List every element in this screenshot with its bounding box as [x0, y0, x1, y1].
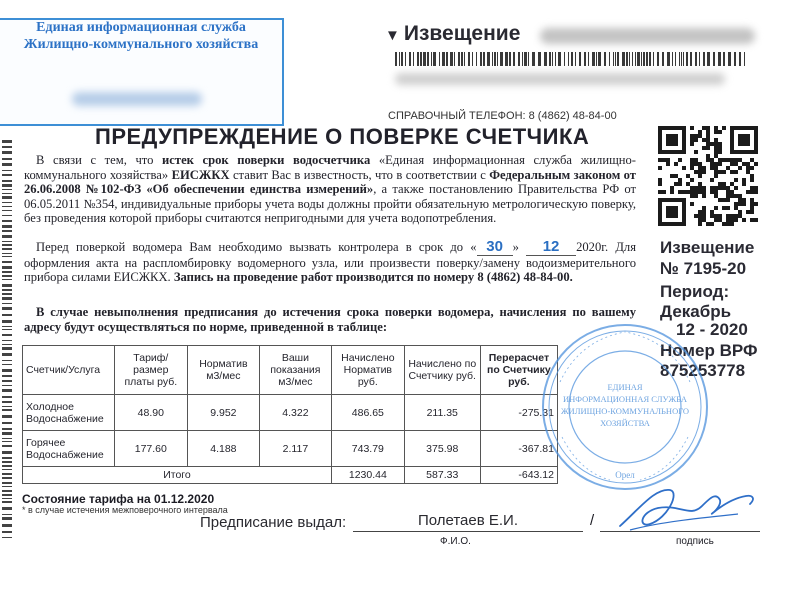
- col-norm: Норматив м3/мес: [187, 346, 259, 395]
- cell-recalc: -275.31: [480, 395, 557, 431]
- table-row: [23, 431, 558, 467]
- cell-service: Горячее Водоснабжение: [23, 431, 115, 467]
- cell-by-meter: 375.98: [404, 431, 480, 467]
- col-reading: Ваши показания м3/мес: [259, 346, 331, 395]
- triangle-down-icon: ▼: [385, 27, 400, 44]
- p2-text-a: Перед поверкой водомера Вам необходимо вызвать контролера в срок до «: [36, 240, 477, 254]
- cell-reading: 4.322: [259, 395, 331, 431]
- cell-tariff: 177.60: [114, 431, 187, 467]
- total-by-meter: 587.33: [404, 467, 480, 484]
- deadline-month: 12: [526, 240, 576, 256]
- p1-org-abbr: ЕИСЖКХ: [171, 167, 230, 182]
- issuer-name: Полетаев Е.И.: [417, 512, 519, 529]
- edge-barcode: [2, 140, 12, 540]
- side-vrf-label: Номер ВРФ: [660, 341, 758, 360]
- notice-heading-text: Извещение: [403, 22, 521, 45]
- fio-caption: Ф.И.О.: [440, 536, 471, 547]
- stamp-line1: ЕДИНАЯ: [607, 382, 643, 392]
- side-period-value: 12 - 2020: [676, 320, 748, 339]
- cell-norm: 9.952: [187, 395, 259, 431]
- p2-text-c: 2020г. Для оформления акта на распломбировку водомерного узла, или произвести поверку/замену водоизмерительного прибора силами ЕИСЖКХ.: [24, 240, 636, 285]
- p2-booking-bold: Запись на проведение работ производится по номеру 8 (4862) 48-84-00.: [173, 270, 573, 285]
- stamp-line4: ХОЗЯЙСТВА: [600, 418, 650, 428]
- tariff-footnote: * в случае истечения межповерочного интервала: [22, 505, 228, 515]
- signature-caption: подпись: [676, 536, 714, 547]
- p1-text-c: «Единая информационная служба жилищно-коммунального хозяйства»: [24, 153, 636, 182]
- signature-scribble: [610, 478, 760, 540]
- side-notice-label: Извещение: [660, 238, 755, 257]
- side-period-month: Декабрь: [660, 302, 732, 321]
- separator-slash: /: [590, 512, 595, 529]
- cell-reading: 2.117: [259, 431, 331, 467]
- cell-by-norm: 486.65: [332, 395, 405, 431]
- org-name-line1: Единая информационная служба: [36, 20, 246, 35]
- redacted-recipient: [540, 28, 755, 44]
- issued-by-label: Предписание выдал:: [200, 514, 347, 531]
- stamp-line3: ЖИЛИЩНО-КОММУНАЛЬНОГО: [560, 406, 690, 416]
- qr-code: [658, 126, 758, 226]
- table-header-row: [23, 346, 558, 395]
- col-by-norm: Начислено Норматив руб.: [332, 346, 405, 395]
- col-recalc: Перерасчет по Счетчику руб.: [480, 346, 557, 395]
- reference-phone: СПРАВОЧНЫЙ ТЕЛЕФОН: 8 (4862) 48-84-00: [388, 110, 617, 122]
- org-name-line2: Жилищно-коммунального хозяйства: [23, 37, 259, 52]
- cell-by-norm: 743.79: [332, 431, 405, 467]
- side-notice-number: № 7195-20: [660, 259, 747, 278]
- barcode: [395, 52, 745, 66]
- cell-norm: 4.188: [187, 431, 259, 467]
- col-tariff: Тариф/размер платы руб.: [114, 346, 187, 395]
- paragraph-verification-expired: [24, 153, 636, 226]
- official-stamp: [540, 322, 710, 492]
- name-underline: [353, 531, 583, 532]
- p1-expired-bold: истек срок поверки водосчетчика: [162, 153, 371, 167]
- notice-heading: [385, 22, 520, 46]
- p2-text-b: »: [512, 240, 519, 254]
- col-service: Счетчик/Услуга: [23, 346, 115, 395]
- stamp-line2: ИНФОРМАЦИОННАЯ СЛУЖБА: [562, 394, 688, 404]
- deadline-day: 30: [477, 240, 513, 256]
- paragraph-call-controller: [24, 240, 636, 285]
- table-row: [23, 395, 558, 431]
- redacted-address-line: [395, 73, 725, 85]
- p1-text-g: , а также постановлению Правительства РФ от 06.05.2011 №354, индивидуальные приборы учета воды должны пройти обязательную метрологическую поверку, без проведения которой приборы считаются непригодными для учета водопотребления.: [24, 182, 636, 226]
- side-period-label: Период:: [660, 282, 730, 301]
- table-total-row: [23, 467, 558, 484]
- redacted-address: [72, 92, 202, 106]
- document-title: ПРЕДУПРЕЖДЕНИЕ О ПОВЕРКЕ СЧЕТЧИКА: [95, 124, 590, 149]
- tariff-state: Состояние тарифа на 01.12.2020: [22, 492, 215, 506]
- side-vrf-value: 875253778: [660, 361, 746, 380]
- paragraph-norm-charges: В случае невыполнения предписания до истечения срока поверки водомера, начисления по вашему адресу будут осуществляться по норме, приведенной в таблице:: [24, 305, 636, 334]
- cell-recalc: -367.81: [480, 431, 557, 467]
- col-by-meter: Начислено по Счетчику руб.: [404, 346, 480, 395]
- total-label: Итого: [23, 467, 332, 484]
- stamp-city: Орел: [615, 470, 635, 480]
- total-by-norm: 1230.44: [332, 467, 405, 484]
- p1-text-e: ставит Вас в известность, что в соответствии с: [229, 167, 490, 182]
- cell-by-meter: 211.35: [404, 395, 480, 431]
- cell-tariff: 48.90: [114, 395, 187, 431]
- total-recalc: -643.12: [480, 467, 557, 484]
- charges-table: [22, 345, 558, 484]
- p1-law-bold: Федеральным законом от 26.06.2008 №102-ФЗ «Об обеспечении единства измерений»: [24, 167, 636, 197]
- cell-service: Холодное Водоснабжение: [23, 395, 115, 431]
- p1-text-a: В связи с тем, что: [36, 153, 163, 167]
